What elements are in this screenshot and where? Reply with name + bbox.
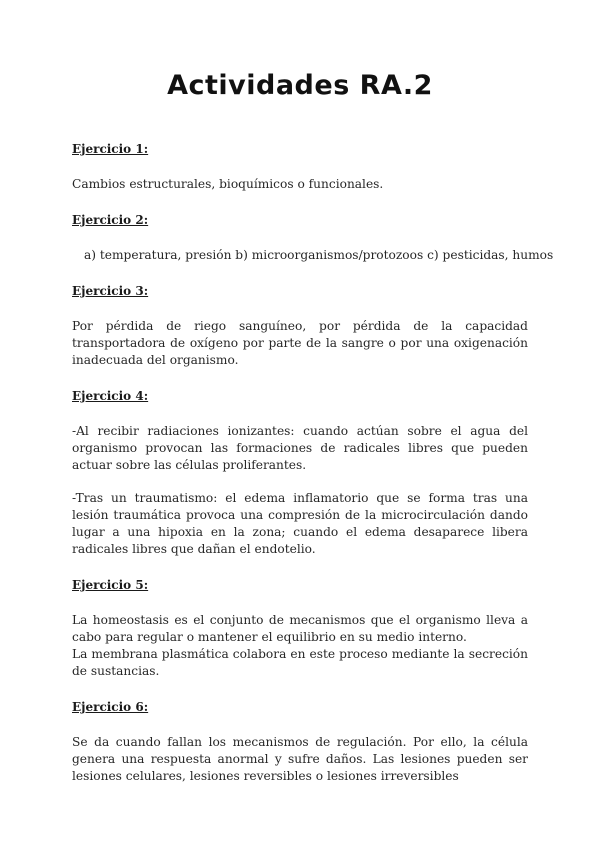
exercise-2 [72,212,554,264]
exercise-2-heading: Ejercicio 2: [72,213,149,227]
exercise-6 [72,699,528,785]
exercise-5-heading: Ejercicio 5: [72,578,149,592]
page-title: Actividades RA.2 [167,70,433,101]
document-body [72,141,554,785]
exercise-1-answer: Cambios estructurales, bioquímicos o funcionales. [72,177,384,191]
exercise-6-heading: Ejercicio 6: [72,700,149,714]
exercise-4-answer-part-1: -Al recibir radiaciones ionizantes: cuando actúan sobre el agua del organismo provocan las formaciones de radicales libres que pueden actuar sobre las células proliferantes. [72,424,528,472]
exercise-3 [72,283,528,369]
exercise-4-heading: Ejercicio 4: [72,389,149,403]
exercise-1 [72,141,528,193]
exercise-6-answer: Se da cuando fallan los mecanismos de regulación. Por ello, la célula genera una respuesta anormal y sufre daños. Las lesiones pueden ser lesiones celulares, lesiones reversibles o lesiones irreversibles [72,735,528,783]
exercise-5-answer-part-1: La homeostasis es el conjunto de mecanismos que el organismo lleva a cabo para regular o mantener el equilibrio en su medio interno. [72,613,528,644]
exercise-5-answer-part-2: La membrana plasmática colabora en este proceso mediante la secreción de sustancias. [72,647,528,678]
exercise-4 [72,388,528,558]
exercise-3-answer: Por pérdida de riego sanguíneo, por pérdida de la capacidad transportadora de oxígeno por parte de la sangre o por una oxigenación inadecuada del organismo. [72,319,528,367]
exercise-1-heading: Ejercicio 1: [72,142,149,156]
exercise-5 [72,577,528,680]
exercise-4-answer-part-2: -Tras un traumatismo: el edema inflamatorio que se forma tras una lesión traumática provoca una compresión de la microcirculación dando lugar a una hipoxia en la zona; cuando el edema desaparece libera radicales libres que dañan el endotelio. [72,491,528,556]
exercise-3-heading: Ejercicio 3: [72,284,149,298]
exercise-2-answer: a) temperatura, presión b) microorganismos/protozoos c) pesticidas, humos [84,248,554,262]
